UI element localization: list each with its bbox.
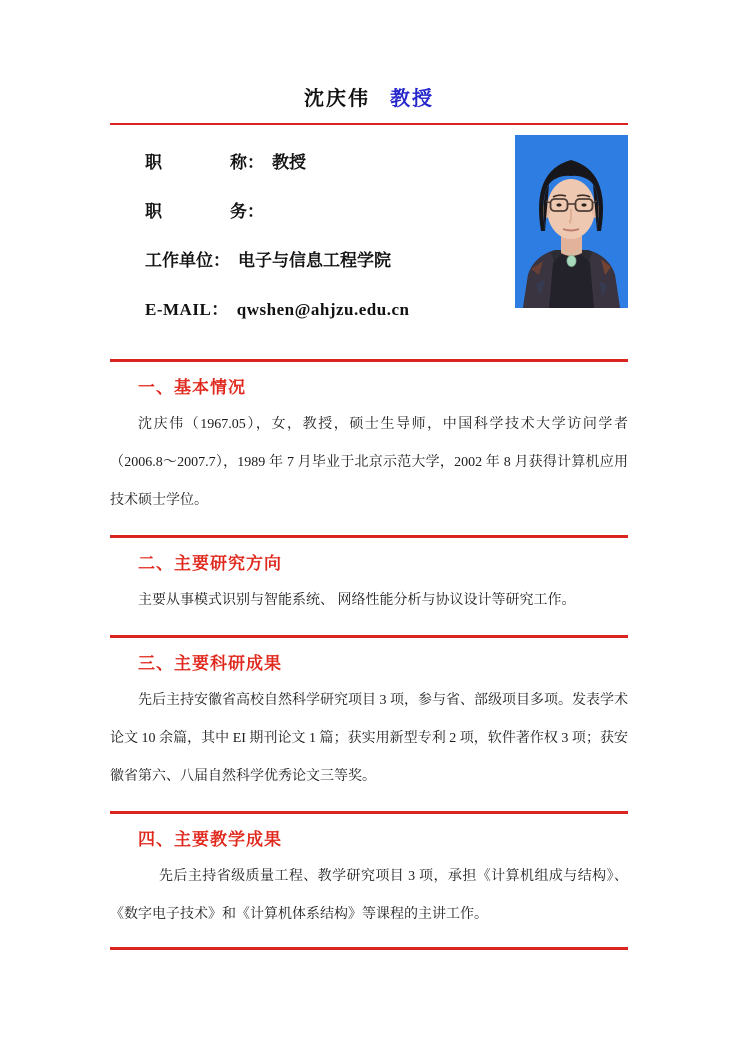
job-title-value: 教授 bbox=[272, 153, 306, 172]
email-value: qwshen@ahjzu.edu.cn bbox=[236, 300, 410, 319]
section-heading-research-achievements: 三、主要科研成果 bbox=[138, 654, 282, 673]
section-paragraph-teaching-achievements: 先后主持省级质量工程、教学研究项目 3 项，承担《计算机组成与结构》、《数字电子技术》和《计算机体系结构》等课程的主讲工作。 bbox=[110, 869, 628, 922]
section-paragraph-research-directions: 主要从事模式识别与智能系统、 网络性能分析与协议设计等研究工作。 bbox=[138, 593, 576, 608]
closing bbox=[110, 947, 628, 950]
job-title-label: 职 称： bbox=[145, 153, 264, 172]
info-row-position bbox=[145, 197, 515, 222]
section-divider bbox=[110, 535, 628, 538]
page-content bbox=[110, 0, 628, 950]
work-unit-value: 电子与信息工程学院 bbox=[238, 251, 391, 270]
email-label: E-MAIL： bbox=[145, 300, 229, 319]
info-area bbox=[110, 135, 628, 344]
closing-divider bbox=[110, 947, 628, 950]
info-row-job-title bbox=[145, 148, 515, 173]
section-paragraph-research-achievements: 先后主持安徽省高校自然科学研究项目 3 项，参与省、部级项目多项。发表学术论文 10 余篇，其中 EI 期刊论文 1 篇；获实用新型专利 2 项，软件著作权 3 项；获安徽省第六、八届自然科学优秀论文三等奖。 bbox=[110, 693, 628, 784]
section-paragraph-basic-info: 沈庆伟（1967.05），女，教授，硕士生导师，中国科学技术大学访问学者（2006.8～2007.7），1989 年 7 月毕业于北京示范大学，2002 年 8 月获得计算机应用技术硕士学位。 bbox=[110, 417, 628, 508]
portrait-photo bbox=[515, 135, 628, 308]
section-heading-research-directions: 二、主要研究方向 bbox=[138, 554, 282, 573]
section-research-directions bbox=[110, 535, 628, 620]
page-title bbox=[110, 82, 628, 111]
section-heading-teaching-achievements: 四、主要教学成果 bbox=[138, 830, 282, 849]
info-rows bbox=[110, 135, 515, 344]
section-research-achievements bbox=[110, 635, 628, 796]
professor-rank: 教授 bbox=[390, 88, 434, 110]
work-unit-label: 工作单位： bbox=[145, 251, 230, 270]
section-divider bbox=[110, 359, 628, 362]
title-divider bbox=[110, 123, 628, 125]
position-label: 职 务： bbox=[145, 202, 264, 221]
info-row-work-unit bbox=[145, 246, 515, 271]
section-divider bbox=[110, 635, 628, 638]
professor-name: 沈庆伟 bbox=[304, 88, 370, 110]
section-heading-basic-info: 一、基本情况 bbox=[138, 378, 246, 397]
section-divider bbox=[110, 811, 628, 814]
info-row-email bbox=[145, 295, 515, 320]
portrait-photo-image bbox=[515, 135, 628, 308]
section-teaching-achievements bbox=[110, 811, 628, 934]
section-basic-info bbox=[110, 359, 628, 520]
